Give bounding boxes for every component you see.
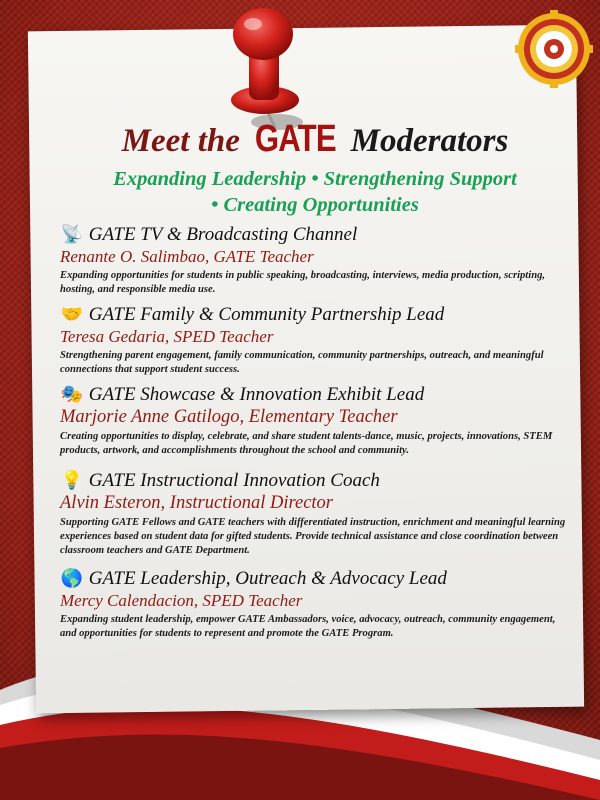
section-description: Creating opportunities to display, celebrate, and share student talents-dance, music, projects, innovations, STEM products, artwork, and accomplishments throughout the school and community. <box>60 431 553 456</box>
section-title: 🌎 GATE Leadership, Outreach & Advocacy Lead <box>60 568 447 589</box>
handshake-icon: 🤝 <box>60 304 84 324</box>
subtitle-line1: Expanding Leadership • Strengthening Support <box>113 168 517 190</box>
subtitle <box>60 166 570 218</box>
content-area <box>60 0 570 800</box>
title-part2: Moderators <box>350 123 509 159</box>
satellite-antenna-icon: 📡 <box>60 224 84 244</box>
section-title: 💡 GATE Instructional Innovation Coach <box>60 470 380 491</box>
section-title: 🎭 GATE Showcase & Innovation Exhibit Lead <box>60 384 425 405</box>
title-gate: GATE <box>254 118 336 160</box>
person-name: Teresa Gedaria, SPED Teacher <box>60 327 274 346</box>
section-description: Supporting GATE Fellows and GATE teachers with differentiated instruction, enrichment and meaningful learning experiences based on student data for gifted students. Provide technical assistance and close coordination between classroom teachers and GATE Department. <box>60 517 566 556</box>
title-part1: Meet the <box>121 123 240 159</box>
section-showcase <box>60 384 570 458</box>
section-description: Expanding opportunities for students in public speaking, broadcasting, interviews, media production, scripting, hosting, and responsible media use. <box>60 270 546 295</box>
person-name: Renante O. Salimbao, GATE Teacher <box>60 247 314 266</box>
section-family-partnership <box>60 304 570 377</box>
globe-icon: 🌎 <box>60 568 84 588</box>
section-description: Strengthening parent engagement, family communication, community partnerships, outreach, and meaningful connections that support student success. <box>60 350 544 375</box>
person-name: Marjorie Anne Gatilogo, Elementary Teacher <box>60 407 398 427</box>
person-name: Alvin Esteron, Instructional Director <box>60 493 334 513</box>
section-description: Expanding student leadership, empower GATE Ambassadors, voice, advocacy, outreach, community engagement, and opportunities for students to represent and promote the GATE Program. <box>60 614 556 639</box>
section-title: 📡 GATE TV & Broadcasting Channel <box>60 224 358 245</box>
section-gate-tv <box>60 224 570 297</box>
subtitle-line2: • Creating Opportunities <box>211 194 419 216</box>
lightbulb-icon: 💡 <box>60 470 84 490</box>
theater-masks-icon: 🎭 <box>60 384 84 404</box>
page-title <box>80 118 550 161</box>
section-instructional-coach <box>60 470 570 558</box>
section-leadership-outreach <box>60 568 570 641</box>
person-name: Mercy Calendacion, SPED Teacher <box>60 591 303 610</box>
section-title: 🤝 GATE Family & Community Partnership Lead <box>60 304 445 325</box>
